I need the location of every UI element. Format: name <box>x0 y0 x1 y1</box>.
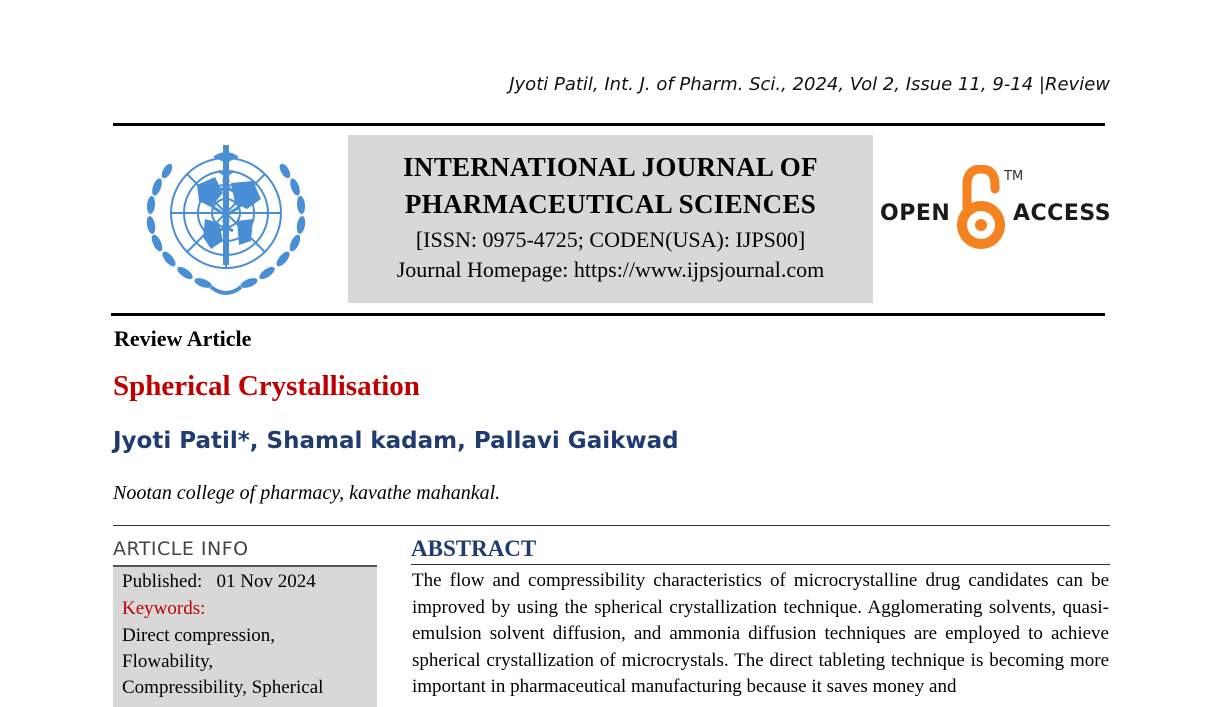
article-info-box <box>113 565 377 707</box>
open-access-logo <box>880 163 1110 255</box>
running-header: Jyoti Patil, Int. J. of Pharm. Sci., 2024, Vol 2, Issue 11, 9-14 |Review <box>509 74 1110 95</box>
keyword-line: Flowability, <box>122 651 214 672</box>
journal-homepage: Journal Homepage: https://www.ijpsjournal.com <box>396 257 825 282</box>
abstract-rule <box>411 564 1110 565</box>
open-access-tm: TM <box>1004 169 1024 184</box>
article-affiliation: Nootan college of pharmacy, kavathe mahankal. <box>113 482 501 504</box>
open-access-access-text: ACCESS <box>1013 201 1112 226</box>
journal-issn: [ISSN: 0975-4725; CODEN(USA): IJPS00] <box>415 227 806 252</box>
abstract-text: The flow and compressibility characteristics of microcrystalline drug candidates can be improved by using the spherical crystallization technique. Agglomerating solvents, quasi-emulsion solvent diffusion, and ammonia diffusion techniques are employed to achieve spherical crystallization of microcrystals. The direct tableting technique is becoming more important in pharmaceutical manufacturing because it saves money and <box>412 570 1109 697</box>
keyword-line: Compressibility, Spherical <box>122 677 324 698</box>
un-emblem-icon <box>127 137 325 307</box>
open-access-lock-icon <box>955 165 1007 253</box>
published-date: Published: 01 Nov 2024 <box>122 571 316 592</box>
header-rule-top <box>113 123 1105 126</box>
keyword-line: Direct compression, <box>122 625 276 646</box>
header-rule-bottom <box>111 313 1105 316</box>
keywords-label: Keywords: <box>122 598 206 619</box>
article-info-heading: ARTICLE INFO <box>113 538 249 560</box>
article-authors: Jyoti Patil*, Shamal kadam, Pallavi Gaikwad <box>113 428 679 454</box>
article-type: Review Article <box>114 326 252 351</box>
abstract-heading: ABSTRACT <box>411 536 537 561</box>
section-divider <box>113 525 1110 526</box>
article-title: Spherical Crystallisation <box>113 370 420 402</box>
journal-name-line2: PHARMACEUTICAL SCIENCES <box>404 189 817 219</box>
open-access-open-text: OPEN <box>880 201 951 226</box>
journal-masthead <box>348 135 873 303</box>
journal-name-line1: INTERNATIONAL JOURNAL OF <box>403 152 818 182</box>
